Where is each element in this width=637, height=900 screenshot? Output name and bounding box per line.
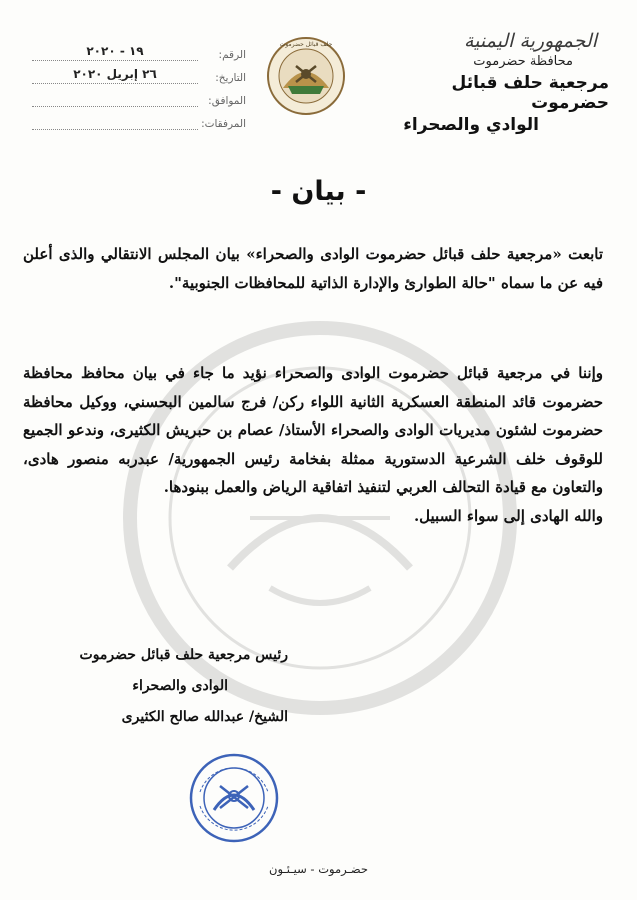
- ref-date-row: [32, 61, 246, 84]
- ref-date-value: ٢٦ إبريل ٢٠٢٠: [32, 66, 198, 84]
- republic-name: الجمهورية اليمنية: [463, 30, 597, 52]
- signature-name: الشيخ/ عبدالله صالح الكثيرى: [121, 709, 288, 725]
- organization-name: مرجعية حلف قبائل حضرموت: [451, 73, 609, 113]
- signature-block: [38, 640, 288, 733]
- ref-corresponding-label: الموافق:: [208, 95, 246, 107]
- organization-subtitle: الوادي والصحراء: [403, 115, 539, 135]
- ref-date-label: التاريخ:: [215, 72, 246, 84]
- ref-number-label: الرقم:: [218, 49, 246, 61]
- ref-attachments-row: [32, 107, 246, 130]
- ref-corresponding-value: [32, 89, 198, 107]
- signature-subtitle: الوادى والصحراء: [132, 678, 228, 694]
- ref-number-row: [32, 38, 246, 61]
- statement-title: - بيان -: [270, 176, 367, 207]
- ref-number-value: ١٩ - ٢٠٢٠: [32, 43, 198, 61]
- tribal-alliance-logo-icon: [266, 36, 346, 116]
- reference-fields: [32, 38, 246, 130]
- ref-corresponding-row: [32, 84, 246, 107]
- ref-attachments-label: المرفقات:: [201, 118, 246, 130]
- body-paragraph-2: وإننا في مرجعية قبائل حضرموت الوادى والصحراء نؤيد ما جاء في بيان محافظ محافظة حضرموت قائد المنطقة العسكرية الثانية اللواء ركن/ فرج سالمين البحسني، ووكيل محافظة حضرموت لشئون مديريات الوادى والصحراء الأستاذ/ عصام بن حبريش الكثيرى، وندعو الجميع للوقوف خلف الشرعية الدستورية ممثلة بفخامة رئيس الجمهورية/ عبدربه منصور هادى، والتعاون مع قيادة التحالف العربي لتنفيذ اتفاقية الرياض والعمل ببنودها.: [23, 364, 603, 496]
- body-paragraph-1: تابعت «مرجعية حلف قبائل حضرموت الوادى والصحراء» بيان المجلس الانتقالي والذى أعلن فيه عن ما سماه "حالة الطوارئ والإدارة الذاتية للمحافظات الجنوبية".: [23, 245, 603, 292]
- statement-body: [23, 240, 603, 530]
- logo-text: حلف قبائل حضرموت: [279, 41, 333, 48]
- governorate-name: محافظة حضرموت: [473, 54, 573, 69]
- signature-title: رئيس مرجعية حلف قبائل حضرموت: [79, 647, 288, 663]
- body-closing: والله الهادى إلى سواء السبيل.: [413, 506, 603, 525]
- official-stamp-icon: [188, 752, 280, 844]
- letterhead-org-block: [389, 30, 609, 135]
- footer-location: حضـرموت - سيـئـون: [269, 862, 368, 876]
- ref-attachments-value: [32, 112, 198, 130]
